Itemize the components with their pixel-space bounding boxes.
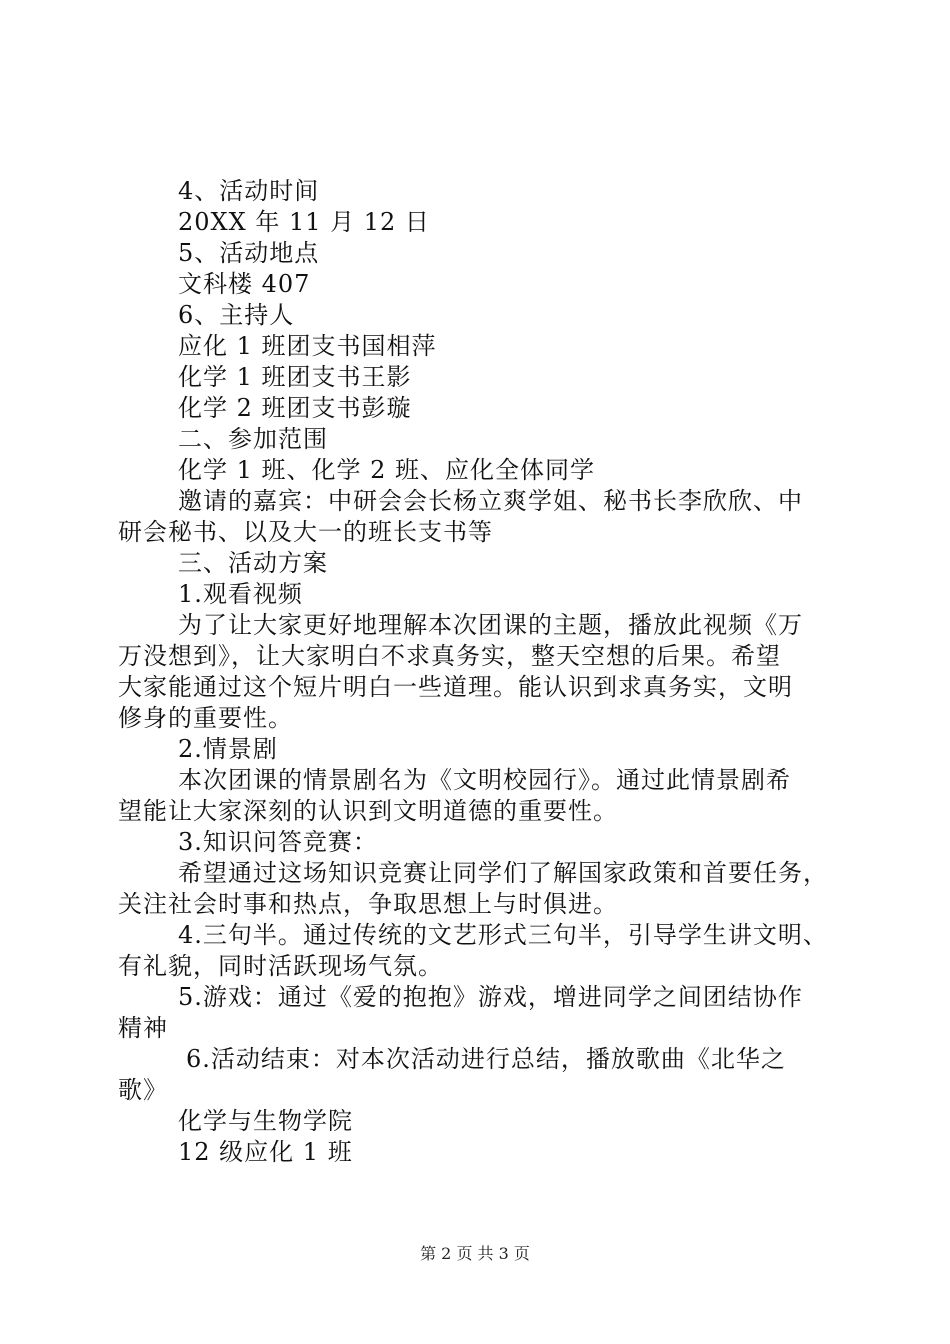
guests-line-1: 邀请的嘉宾：中研会会长杨立爽学姐、秘书长李欣欣、中: [178, 487, 803, 515]
host-line-3: 化学 2 班团支书彭璇: [178, 394, 412, 422]
plan-item-2-line-1: 本次团课的情景剧名为《文明校园行》。通过此情景剧希: [178, 766, 791, 794]
signature-class: 12 级应化 1 班: [178, 1138, 353, 1166]
host-line-2: 化学 1 班团支书王影: [178, 363, 412, 391]
plan-item-3-line-2: 关注社会时事和热点，争取思想上与时俱进。: [118, 890, 618, 918]
section-heading-participants: 二、参加范围: [178, 425, 328, 453]
plan-item-6-line-1: 6.活动结束：对本次活动进行总结，播放歌曲《北华之: [186, 1045, 786, 1073]
section-heading-activity-location: 5、活动地点: [178, 239, 320, 267]
plan-item-2-title: 2.情景剧: [178, 735, 278, 763]
plan-item-5-line-1: 5.游戏：通过《爱的抱抱》游戏，增进同学之间团结协作: [178, 983, 803, 1011]
plan-item-6-line-2: 歌》: [118, 1076, 168, 1104]
section-heading-activity-time: 4、活动时间: [178, 177, 320, 205]
host-line-1: 应化 1 班团支书国相萍: [178, 332, 437, 360]
activity-date: 20XX 年 11 月 12 日: [178, 208, 430, 236]
plan-item-4-line-1: 4.三句半。通过传统的文艺形式三句半，引导学生讲文明、: [178, 921, 828, 949]
section-heading-host: 6、主持人: [178, 301, 295, 329]
plan-item-1-line-3: 大家能通过这个短片明白一些道理。能认识到求真务实，文明: [118, 673, 793, 701]
signature-college: 化学与生物学院: [178, 1107, 353, 1135]
participants-text: 化学 1 班、化学 2 班、应化全体同学: [178, 456, 596, 484]
guests-line-2: 研会秘书、以及大一的班长支书等: [118, 518, 493, 546]
plan-item-4-line-2: 有礼貌，同时活跃现场气氛。: [118, 952, 443, 980]
section-heading-plan: 三、活动方案: [178, 549, 328, 577]
activity-location: 文科楼 407: [178, 270, 311, 298]
plan-item-1-line-2: 万没想到》，让大家明白不求真务实，整天空想的后果。希望: [118, 642, 781, 670]
plan-item-3-line-1: 希望通过这场知识竞赛让同学们了解国家政策和首要任务，: [178, 859, 828, 887]
plan-item-1-line-1: 为了让大家更好地理解本次团课的主题，播放此视频《万: [178, 611, 803, 639]
plan-item-2-line-2: 望能让大家深刻的认识到文明道德的重要性。: [118, 797, 618, 825]
plan-item-3-title: 3.知识问答竞赛：: [178, 828, 378, 856]
plan-item-1-line-4: 修身的重要性。: [118, 704, 293, 732]
page-number-footer: 第 2 页 共 3 页: [420, 1244, 530, 1263]
plan-item-5-line-2: 精神: [118, 1014, 168, 1042]
plan-item-1-title: 1.观看视频: [178, 580, 303, 608]
